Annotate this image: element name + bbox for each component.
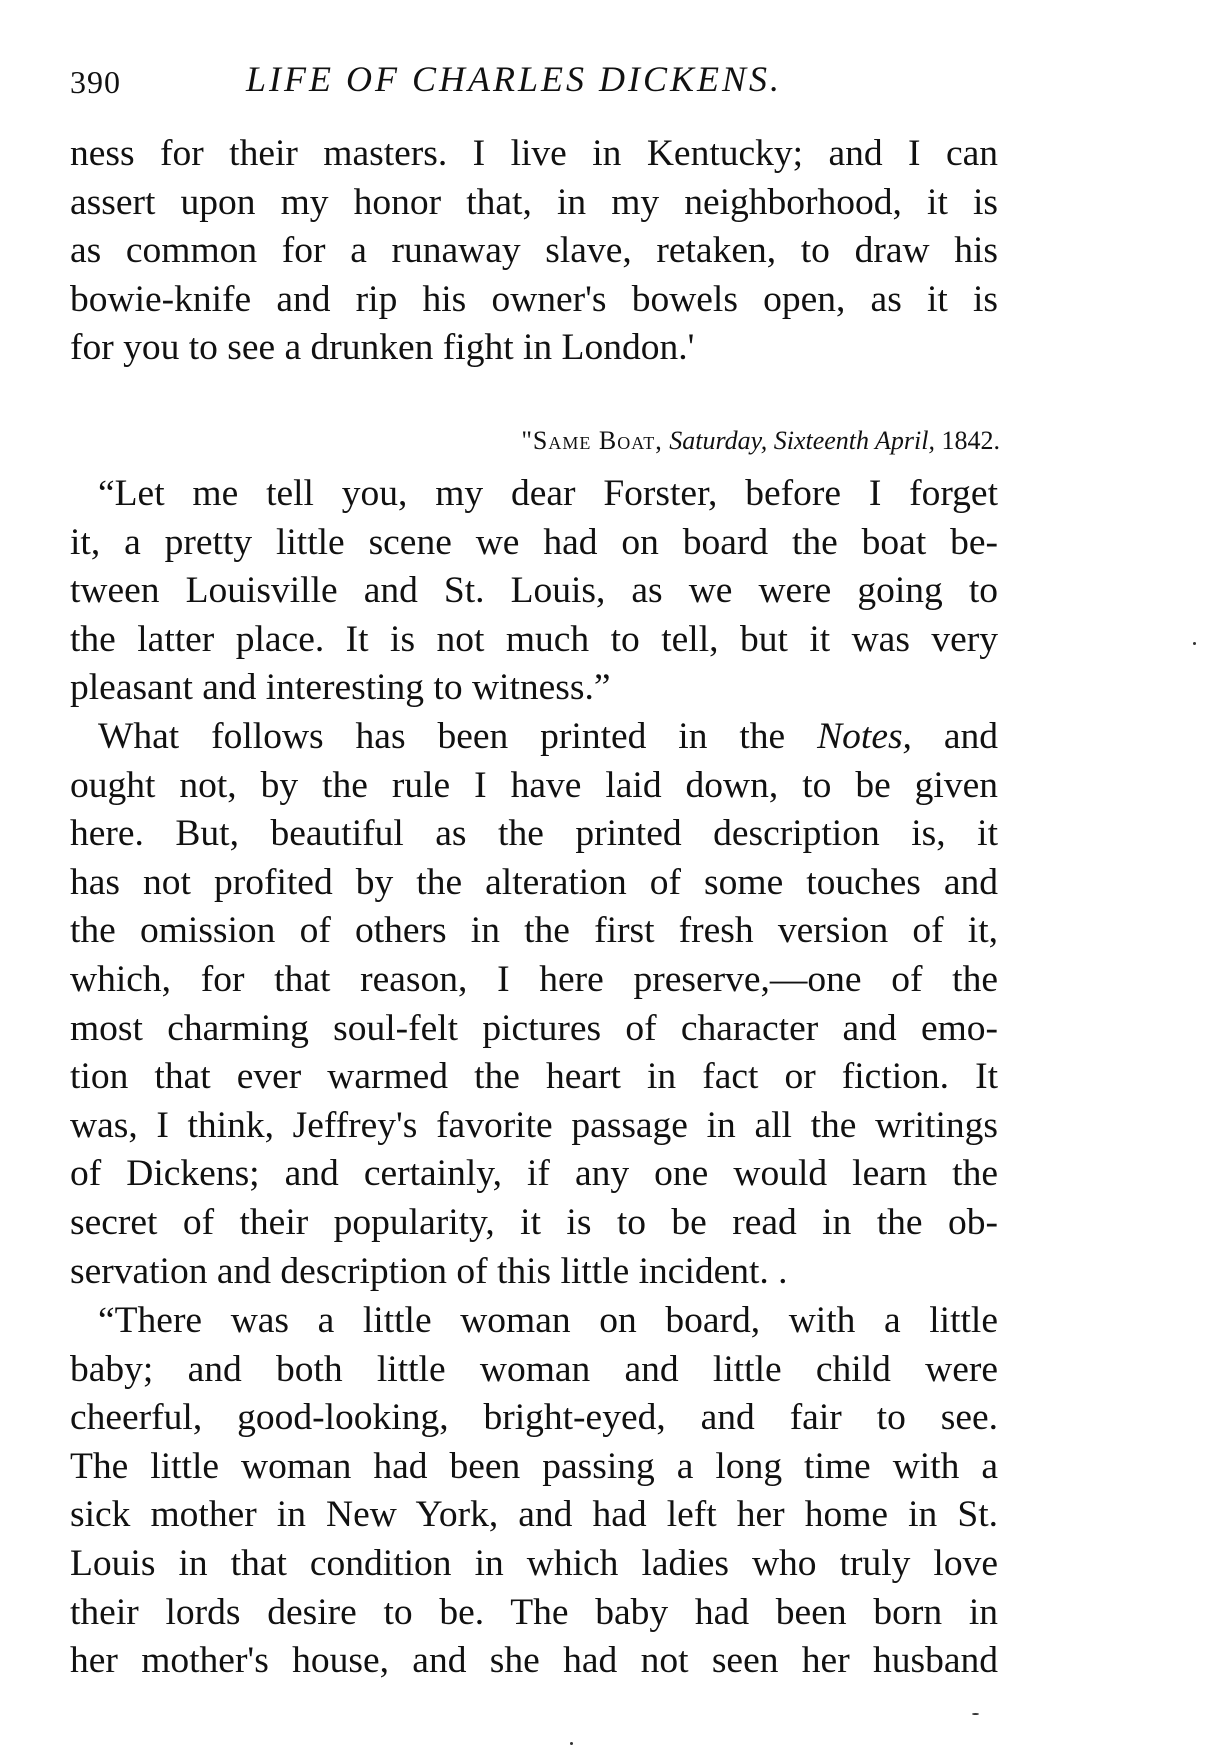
text-line: tween Louisville and St. Louis, as we were going to	[70, 570, 998, 612]
text-fragment: and	[943, 716, 999, 757]
text-line: baby; and both little woman and little child were	[70, 1348, 998, 1390]
text-line: most charming soul-felt pictures of character and emo-	[70, 1007, 998, 1049]
text-line: pleasant and interesting to witness.”	[70, 667, 611, 709]
text-line: as common for a runaway slave, retaken, to draw his	[70, 230, 998, 272]
text-line: her mother's house, and she had not seen her husband	[70, 1640, 998, 1682]
text-line: which, for that reason, I here preserve,—one of the	[70, 958, 998, 1000]
text-line: ought not, by the rule I have laid down, to be given	[70, 764, 998, 806]
paragraph-letter-opening	[70, 470, 998, 713]
text-line: has not profited by the alteration of some touches and	[70, 861, 998, 903]
text-line-with-italic	[70, 713, 998, 762]
text-line: sick mother in New York, and had left her home in St.	[70, 1494, 998, 1536]
text-line: bowie-knife and rip his owner's bowels open, as it is	[70, 278, 998, 320]
text-line: for you to see a drunken fight in London.'	[70, 327, 695, 369]
text-line: here. But, beautiful as the printed description is, it	[70, 813, 998, 855]
text-line: Louis in that condition in which ladies who truly love	[70, 1542, 998, 1584]
scan-speck	[570, 1742, 573, 1745]
text-line: their lords desire to be. The baby had been born in	[70, 1591, 998, 1633]
text-line: of Dickens; and certainly, if any one would learn the	[70, 1153, 998, 1195]
text-line: “Let me tell you, my dear Forster, before I forget	[98, 473, 998, 514]
dateline-place: "Same Boat,	[521, 426, 663, 455]
text-line: the omission of others in the first fresh version of it,	[70, 910, 998, 952]
text-line: tion that ever warmed the heart in fact or fiction. It	[70, 1056, 998, 1098]
text-line: servation and description of this little incident. .	[70, 1250, 788, 1292]
text-line: “There was a little woman on board, with a little	[98, 1300, 998, 1341]
dateline-year: 1842.	[941, 426, 1000, 455]
dateline-date: Saturday, Sixteenth April,	[669, 426, 935, 455]
text-line: assert upon my honor that, in my neighborhood, it is	[70, 181, 998, 223]
italic-title: Notes,	[817, 716, 912, 757]
running-head: LIFE OF CHARLES DICKENS.	[246, 59, 782, 99]
text-line: ness for their masters. I live in Kentucky; and I can	[70, 133, 998, 174]
text-line: it, a pretty little scene we had on board the boat be-	[70, 521, 998, 563]
paragraph-continuation	[70, 130, 998, 373]
text-line: the latter place. It is not much to tell, but it was very	[70, 618, 998, 660]
letter-dateline	[320, 426, 1000, 456]
text-line: cheerful, good-looking, bright-eyed, and fair to see.	[70, 1397, 998, 1439]
scan-speck	[1193, 642, 1196, 645]
text-fragment: What follows has been printed in the	[98, 716, 786, 757]
scan-speck	[972, 1713, 979, 1715]
text-line: was, I think, Jeffrey's favorite passage in all the writings	[70, 1104, 998, 1146]
paragraph-story	[70, 1297, 998, 1686]
text-line: The little woman had been passing a long time with a	[70, 1445, 998, 1487]
text-line: secret of their popularity, it is to be read in the ob-	[70, 1201, 998, 1243]
page-number: 390	[70, 64, 121, 100]
paragraph-commentary	[70, 713, 998, 1296]
